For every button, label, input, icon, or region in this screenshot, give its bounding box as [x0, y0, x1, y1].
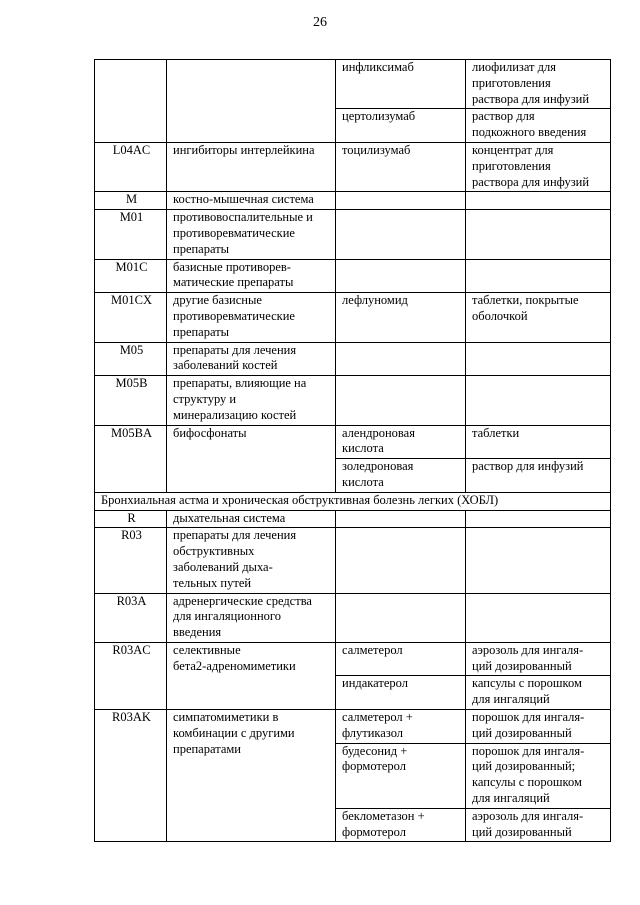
atc-code-cell: M01CX	[95, 293, 167, 342]
table-row	[95, 142, 611, 191]
drug-name-cell	[336, 510, 466, 528]
anatomical-group-cell: препараты для лечения обструктивных заболеваний дыха- тельных путей	[167, 528, 336, 593]
dosage-form-cell: раствор для подкожного введения	[466, 109, 611, 143]
atc-code-cell: M	[95, 192, 167, 210]
table-row	[95, 528, 611, 593]
table-row	[95, 710, 611, 744]
atc-code-cell: R03A	[95, 593, 167, 642]
atc-code-cell: R03	[95, 528, 167, 593]
table-row	[95, 342, 611, 376]
drug-name-cell: инфликсимаб	[336, 60, 466, 109]
anatomical-group-cell: противовоспалительные и противоревматические препараты	[167, 210, 336, 259]
atc-code-cell: R03AC	[95, 642, 167, 709]
drug-name-cell: будесонид + формотерол	[336, 743, 466, 808]
atc-code-cell: M01	[95, 210, 167, 259]
dosage-form-cell	[466, 342, 611, 376]
atc-code-cell: M05BA	[95, 425, 167, 492]
drug-name-cell	[336, 192, 466, 210]
drug-name-cell	[336, 593, 466, 642]
table-row	[95, 425, 611, 459]
page-number: 26	[313, 15, 327, 30]
dosage-form-cell: аэрозоль для ингаля- ций дозированный	[466, 808, 611, 842]
table-row	[95, 210, 611, 259]
atc-code-cell: M05	[95, 342, 167, 376]
drug-name-cell: индакатерол	[336, 676, 466, 710]
anatomical-group-cell: костно-мышечная система	[167, 192, 336, 210]
anatomical-group-cell: адренергические средства для ингаляционного введения	[167, 593, 336, 642]
drug-name-cell	[336, 376, 466, 425]
dosage-form-cell	[466, 192, 611, 210]
anatomical-group-cell: препараты для лечения заболеваний костей	[167, 342, 336, 376]
atc-code-cell: L04AC	[95, 142, 167, 191]
anatomical-group-cell: препараты, влияющие на структуру и минерализацию костей	[167, 376, 336, 425]
drug-name-cell	[336, 342, 466, 376]
anatomical-group-cell: симпатомиметики в комбинации с другими препаратами	[167, 710, 336, 842]
atc-code-cell: M01C	[95, 259, 167, 293]
table-row	[95, 510, 611, 528]
drug-name-cell: беклометазон + формотерол	[336, 808, 466, 842]
atc-code-cell: R	[95, 510, 167, 528]
table-row	[95, 192, 611, 210]
anatomical-group-cell: базисные противорев- матические препараты	[167, 259, 336, 293]
drug-name-cell	[336, 210, 466, 259]
table-row	[95, 293, 611, 342]
dosage-form-cell: концентрат для приготовления раствора для инфузий	[466, 142, 611, 191]
table-row	[95, 593, 611, 642]
anatomical-group-cell: ингибиторы интерлейкина	[167, 142, 336, 191]
drug-name-cell: салметерол	[336, 642, 466, 676]
dosage-form-cell: капсулы с порошком для ингаляций	[466, 676, 611, 710]
dosage-form-cell: таблетки, покрытые оболочкой	[466, 293, 611, 342]
dosage-form-cell: таблетки	[466, 425, 611, 459]
atc-code-cell: R03AK	[95, 710, 167, 842]
dosage-form-cell: лиофилизат для приготовления раствора для инфузий	[466, 60, 611, 109]
table-row	[95, 376, 611, 425]
anatomical-group-cell: бифосфонаты	[167, 425, 336, 492]
drug-name-cell: тоцилизумаб	[336, 142, 466, 191]
dosage-form-cell: порошок для ингаля- ций дозированный	[466, 710, 611, 744]
dosage-form-cell: аэрозоль для ингаля- ций дозированный	[466, 642, 611, 676]
dosage-form-cell	[466, 376, 611, 425]
drug-name-cell: цертолизумаб	[336, 109, 466, 143]
table-row	[95, 60, 611, 109]
section-heading: Бронхиальная астма и хроническая обструктивная болезнь легких (ХОБЛ)	[95, 492, 611, 510]
drug-name-cell	[336, 528, 466, 593]
drug-name-cell: алендроновая кислота	[336, 425, 466, 459]
table-row	[95, 642, 611, 676]
drug-table	[94, 59, 611, 842]
table-body	[95, 60, 611, 842]
atc-code-cell: M05B	[95, 376, 167, 425]
atc-code-cell	[95, 60, 167, 143]
dosage-form-cell	[466, 510, 611, 528]
dosage-form-cell: раствор для инфузий	[466, 459, 611, 493]
anatomical-group-cell: дыхательная система	[167, 510, 336, 528]
drug-name-cell: лефлуномид	[336, 293, 466, 342]
drug-name-cell: золедроновая кислота	[336, 459, 466, 493]
dosage-form-cell	[466, 210, 611, 259]
drug-name-cell: салметерол + флутиказол	[336, 710, 466, 744]
table-row	[95, 259, 611, 293]
dosage-form-cell	[466, 593, 611, 642]
anatomical-group-cell: другие базисные противоревматические препараты	[167, 293, 336, 342]
anatomical-group-cell: селективные бета2-адреномиметики	[167, 642, 336, 709]
dosage-form-cell	[466, 528, 611, 593]
anatomical-group-cell	[167, 60, 336, 143]
section-heading-row	[95, 492, 611, 510]
dosage-form-cell	[466, 259, 611, 293]
drug-name-cell	[336, 259, 466, 293]
dosage-form-cell: порошок для ингаля- ций дозированный; капсулы с порошком для ингаляций	[466, 743, 611, 808]
